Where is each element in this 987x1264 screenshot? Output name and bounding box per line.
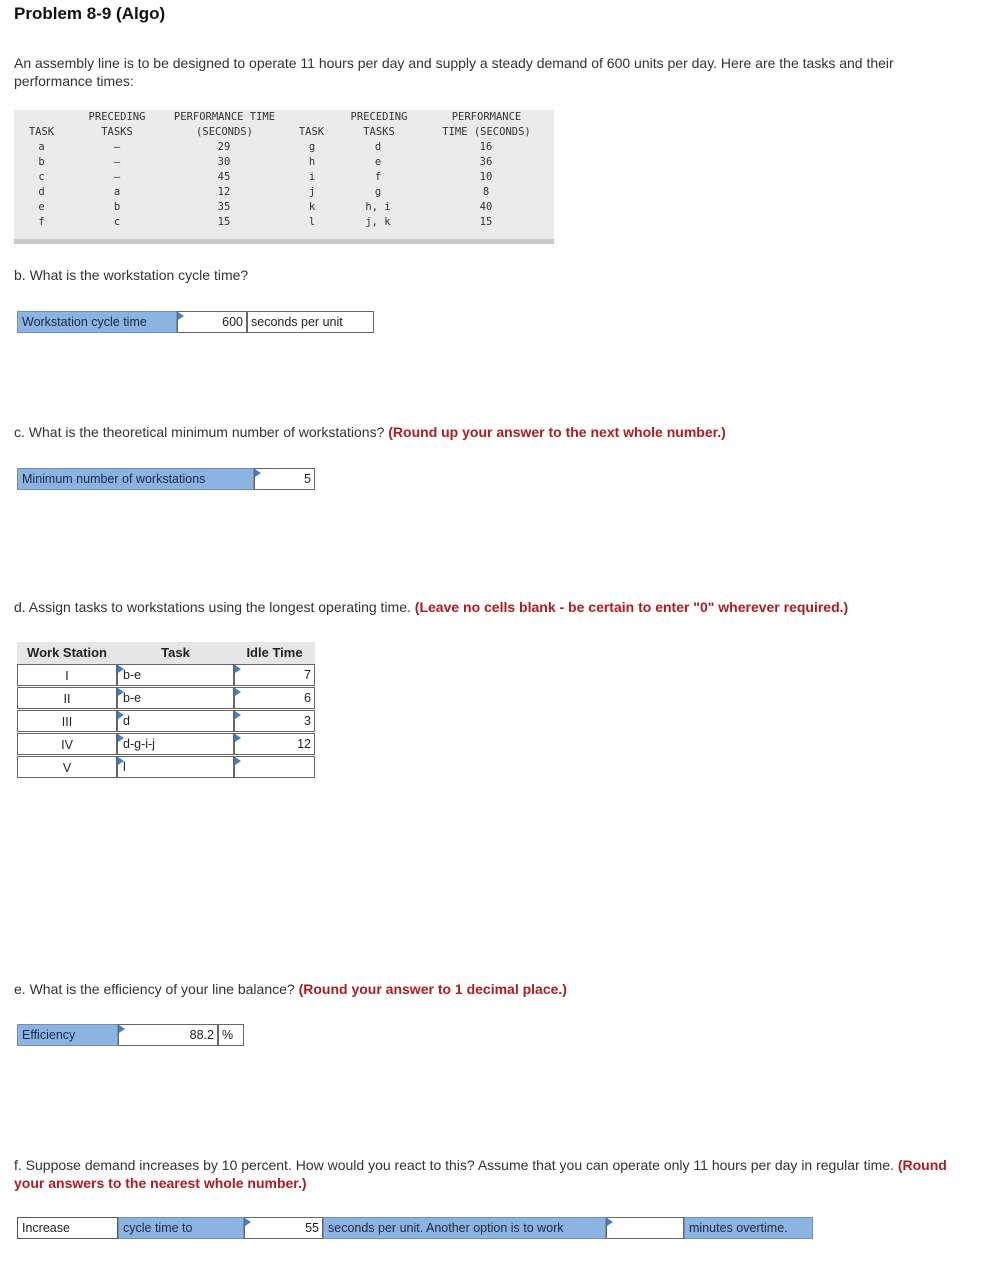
task-cell-time: 35	[217, 201, 231, 213]
task-cell-task: c	[38, 171, 45, 183]
overtime-input[interactable]	[606, 1217, 684, 1239]
task-cell-task: f	[38, 216, 45, 228]
question-f-text: f. Suppose demand increases by 10 percent. How would you react to this? Assume that you can operate only 11 hours per day in regular time.	[14, 1157, 894, 1173]
reaction-select-value: Increase	[22, 1221, 70, 1235]
work-station-number: I	[17, 664, 117, 686]
task-cell-time: 8	[482, 186, 490, 198]
task-value: l	[123, 760, 126, 774]
task-cell-time: 45	[217, 171, 231, 183]
question-f	[14, 1156, 954, 1192]
task-cell-task: j	[308, 186, 316, 198]
task-cell-time: 36	[479, 156, 493, 168]
task-input[interactable]	[117, 687, 234, 709]
col-header-task-right: TASK	[298, 126, 325, 138]
task-input[interactable]	[117, 664, 234, 686]
task-cell-pre: c	[113, 216, 121, 228]
task-cell-pre: f	[374, 171, 382, 183]
task-value: d	[123, 714, 130, 728]
input-marker-icon	[235, 734, 241, 742]
question-f-note: (Round your answers to the nearest whole number.)	[14, 1157, 947, 1191]
input-marker-icon	[235, 757, 241, 765]
input-marker-icon	[118, 688, 124, 696]
efficiency-input[interactable]	[118, 1024, 218, 1046]
task-table	[14, 110, 554, 244]
task-cell-time: 12	[217, 186, 231, 198]
task-cell-pre: e	[374, 156, 382, 168]
task-cell-pre: a	[113, 186, 121, 198]
task-cell-pre: d	[374, 141, 382, 153]
col-header-preceding-right-2: TASKS	[363, 126, 395, 138]
min-stations-value: 5	[304, 472, 311, 486]
task-cell-task: e	[38, 201, 45, 213]
col-header-perf-right-1: PERFORMANCE	[451, 111, 522, 123]
input-marker-icon	[235, 711, 241, 719]
min-stations-label: Minimum number of workstations	[17, 468, 254, 490]
task-value: d-g-i-j	[123, 737, 155, 751]
idle-time-value: 6	[304, 691, 311, 705]
task-cell-task: a	[38, 141, 45, 153]
work-station-number: III	[17, 710, 117, 732]
task-cell-time: 10	[479, 171, 493, 183]
work-station-number: IV	[17, 733, 117, 755]
task-cell-task: d	[38, 186, 45, 198]
new-cycle-time-input[interactable]	[244, 1217, 323, 1239]
question-c	[14, 424, 726, 440]
col-header-task: TASK	[28, 126, 55, 138]
task-input[interactable]	[117, 710, 234, 732]
task-cell-task: b	[38, 156, 45, 168]
task-cell-pre: —	[113, 171, 121, 183]
col-header-perf-2: (SECONDS)	[196, 126, 253, 138]
table-bottom-bar	[14, 239, 554, 244]
task-cell-pre: j, k	[365, 216, 391, 228]
question-c-note: (Round up your answer to the next whole number.)	[388, 424, 726, 440]
cycle-time-input[interactable]	[177, 311, 247, 333]
task-cell-time: 29	[217, 141, 231, 153]
idle-time-value: 3	[304, 714, 311, 728]
input-marker-icon	[178, 312, 184, 320]
cycle-time-label: Workstation cycle time	[17, 311, 177, 333]
task-cell-pre: —	[113, 156, 121, 168]
task-cell-pre: —	[113, 141, 121, 153]
overtime-unit: minutes overtime.	[684, 1217, 813, 1239]
input-marker-icon	[235, 665, 241, 673]
input-marker-icon	[118, 734, 124, 742]
input-marker-icon	[118, 665, 124, 673]
idle-time-value: 12	[297, 737, 311, 751]
overtime-text: seconds per unit. Another option is to work	[323, 1217, 606, 1239]
cycle-time-value: 600	[222, 315, 243, 329]
task-input[interactable]	[117, 733, 234, 755]
task-cell-time: 15	[479, 216, 493, 228]
header-idle-time: Idle Time	[234, 642, 315, 664]
task-cell-task: k	[308, 201, 316, 213]
task-cell-task: h	[308, 156, 316, 168]
input-marker-icon	[235, 688, 241, 696]
question-b: b. What is the workstation cycle time?	[14, 267, 249, 283]
cycle-time-to-label: cycle time to	[118, 1217, 244, 1239]
task-cell-task: i	[308, 171, 316, 183]
task-cell-time: 40	[479, 201, 493, 213]
task-cell-time: 16	[479, 141, 493, 153]
col-header-preceding-1: PRECEDING	[88, 111, 146, 123]
input-marker-icon	[245, 1218, 251, 1226]
input-marker-icon	[607, 1218, 613, 1226]
input-marker-icon	[119, 1025, 125, 1033]
col-header-perf-1: PERFORMANCE TIME	[173, 111, 276, 123]
question-e-text: e. What is the efficiency of your line balance?	[14, 981, 295, 997]
idle-time-value: 7	[304, 668, 311, 682]
problem-title: Problem 8-9 (Algo)	[14, 4, 166, 23]
question-d-text: d. Assign tasks to workstations using the longest operating time.	[14, 599, 411, 615]
task-input[interactable]	[117, 756, 234, 778]
idle-time-input[interactable]	[234, 664, 315, 686]
task-cell-time: 15	[217, 216, 231, 228]
input-marker-icon	[118, 711, 124, 719]
question-e-note: (Round your answer to 1 decimal place.)	[298, 981, 567, 997]
work-station-number: V	[17, 756, 117, 778]
work-station-number: II	[17, 687, 117, 709]
question-c-text: c. What is the theoretical minimum number of workstations?	[14, 424, 385, 440]
task-cell-task: g	[308, 141, 316, 153]
new-cycle-time-value: 55	[305, 1221, 319, 1235]
cycle-time-unit: seconds per unit	[247, 311, 374, 333]
task-cell-time: 30	[217, 156, 231, 168]
efficiency-label: Efficiency	[17, 1024, 118, 1046]
task-cell-pre: g	[374, 186, 382, 198]
efficiency-unit: %	[218, 1024, 244, 1046]
efficiency-value: 88.2	[189, 1028, 214, 1042]
problem-intro: An assembly line is to be designed to operate 11 hours per day and supply a steady demand of 600 units per day. Here are the tasks and their performance times:	[14, 55, 894, 89]
idle-time-input[interactable]	[234, 687, 315, 709]
idle-time-input[interactable]	[234, 710, 315, 732]
reaction-select[interactable]	[17, 1217, 118, 1239]
col-header-perf-right-2: TIME (SECONDS)	[442, 126, 531, 138]
input-marker-icon	[118, 757, 124, 765]
min-stations-input[interactable]	[254, 468, 315, 490]
input-marker-icon	[255, 469, 261, 477]
task-value: b-e	[123, 691, 142, 705]
question-d-note: (Leave no cells blank - be certain to enter "0" wherever required.)	[414, 599, 849, 615]
task-cell-pre: h, i	[365, 201, 391, 213]
question-d	[14, 599, 848, 615]
task-cell-pre: b	[113, 201, 121, 213]
task-cell-task: l	[308, 216, 316, 228]
header-work-station: Work Station	[17, 642, 117, 664]
idle-time-input[interactable]	[234, 733, 315, 755]
header-task: Task	[117, 642, 234, 664]
idle-time-input[interactable]	[234, 756, 315, 778]
task-value: b-e	[123, 668, 142, 682]
col-header-preceding-right-1: PRECEDING	[350, 111, 408, 123]
col-header-preceding-2: TASKS	[101, 126, 133, 138]
question-e	[14, 981, 567, 997]
